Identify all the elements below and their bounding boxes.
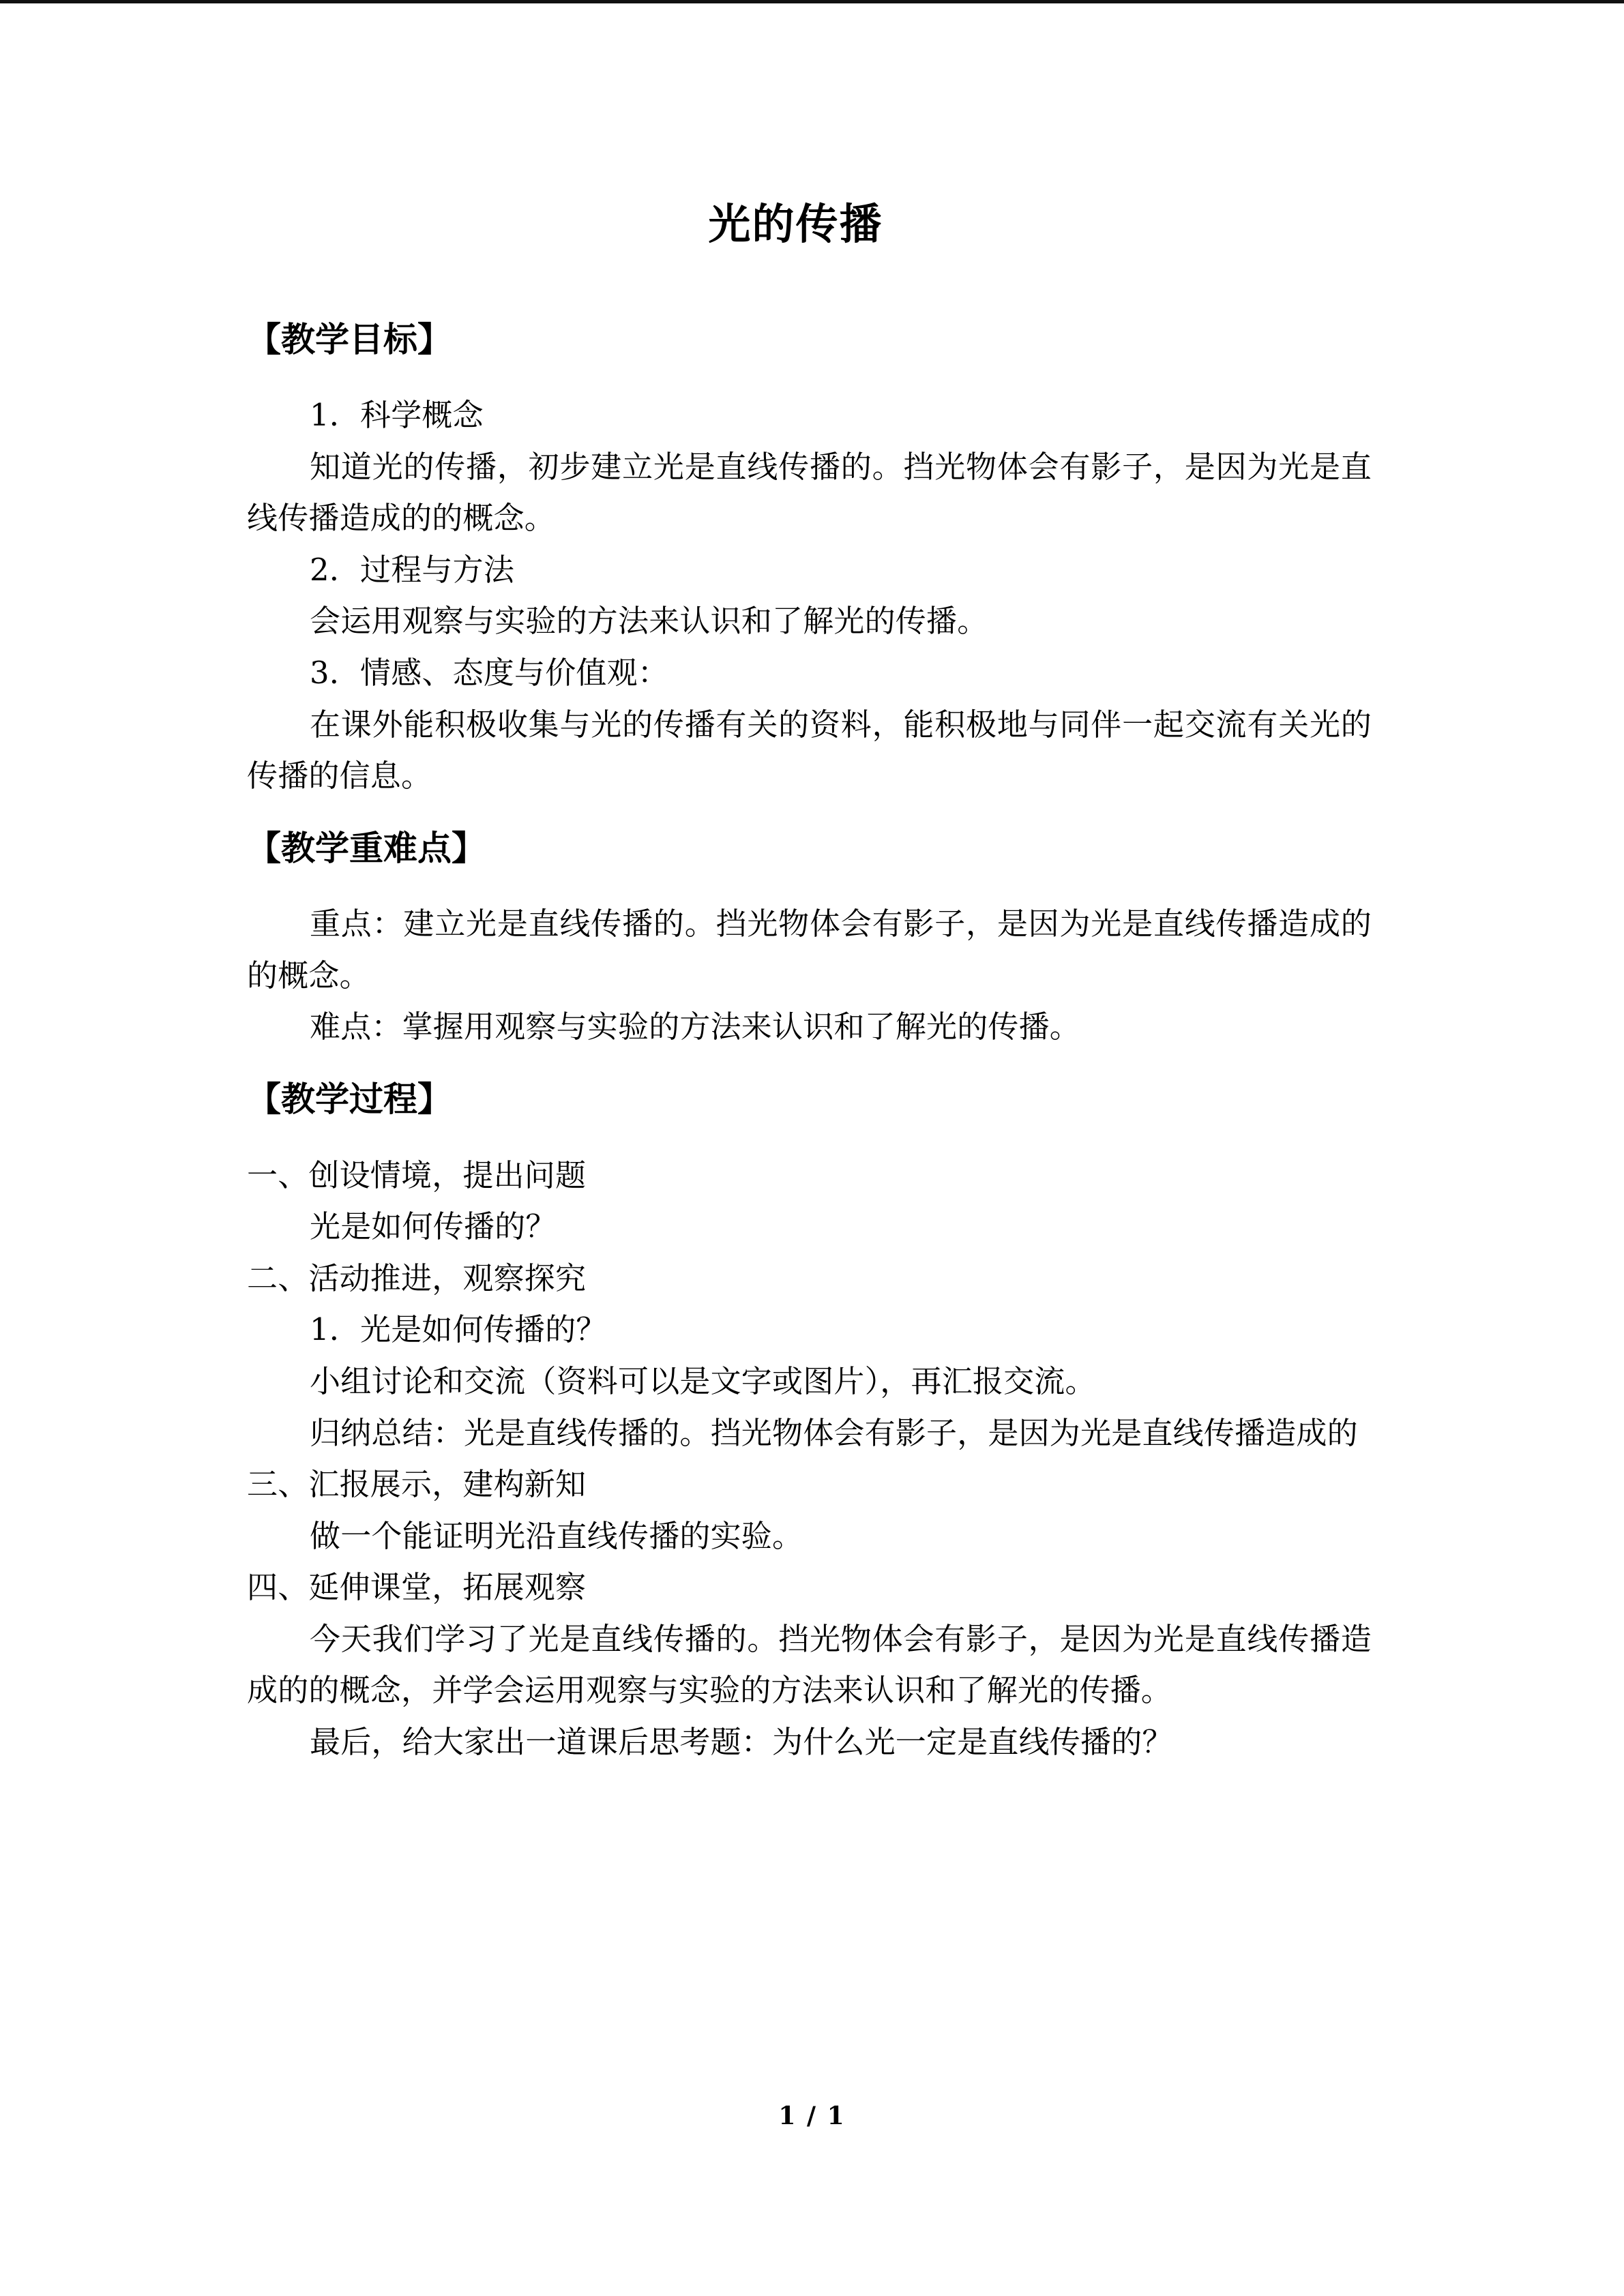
paragraph-objective-2-label: 2．过程与方法 [310,551,515,588]
page-footer: 1 / 1 [778,2102,846,2130]
paragraph-step-4-body: 今天我们学习了光是直线传播的。挡光物体会有影子，是因为光是直线传播造成的的概念，并学会运用观察与实验的方法来认识和了解光的传播。 [247,1620,1372,1709]
paragraph-key-point: 重点：建立光是直线传播的。挡光物体会有影子，是因为光是直线传播造成的的概念。 [247,906,1372,994]
spacer [247,372,1372,389]
paragraph-step-3-heading: 三、汇报展示，建构新知 [247,1466,587,1503]
section-heading-teaching-process: 【教学过程】 [247,1079,452,1120]
paragraph-step-4-question: 最后，给大家出一道课后思考题：为什么光一定是直线传播的？ [310,1724,1173,1761]
paragraph-objective-1-body: 知道光的传播，初步建立光是直线传播的。挡光物体会有影子，是因为光是直线传播造成的的概念。 [247,448,1372,537]
paragraph-step-2-discussion: 小组讨论和交流（资料可以是文字或图片），再汇报交流。 [310,1362,1096,1399]
paragraph-objective-2-body: 会运用观察与实验的方法来认识和了解光的传播。 [310,603,988,640]
spacer [247,1132,1372,1150]
spacer [247,880,1372,898]
section-heading-teaching-objectives: 【教学目标】 [247,318,452,359]
paragraph-objective-3-body: 在课外能积极收集与光的传播有关的资料，能积极地与同伴一起交流有关光的传播的信息。 [247,706,1372,794]
paragraph-objective-3-label: 3．情感、态度与价值观： [310,654,669,691]
paragraph-step-4-heading: 四、延伸课堂，拓展观察 [247,1569,587,1606]
paragraph-step-1-body: 光是如何传播的？ [310,1208,557,1245]
paragraph-objective-1-label: 1．科学概念 [310,397,484,433]
paragraph-step-3-body: 做一个能证明光沿直线传播的实验。 [310,1517,803,1554]
paragraph-difficult-point: 难点：掌握用观察与实验的方法来认识和了解光的传播。 [310,1009,1081,1045]
paragraph-step-2-heading: 二、活动推进，观察探究 [247,1259,587,1296]
section-heading-key-difficult-points: 【教学重难点】 [247,827,486,868]
section-teaching-objectives [247,316,1372,802]
paragraph-step-1-heading: 一、创设情境，提出问题 [247,1157,587,1193]
paragraph-step-2-summary: 归纳总结：光是直线传播的。挡光物体会有影子，是因为光是直线传播造成的 [310,1414,1358,1451]
section-key-difficult-points [247,825,1372,1053]
page-title: 光的传播 [708,199,883,249]
paragraph-step-2-item-1: 1．光是如何传播的？ [310,1311,607,1348]
section-teaching-process [247,1076,1372,1768]
